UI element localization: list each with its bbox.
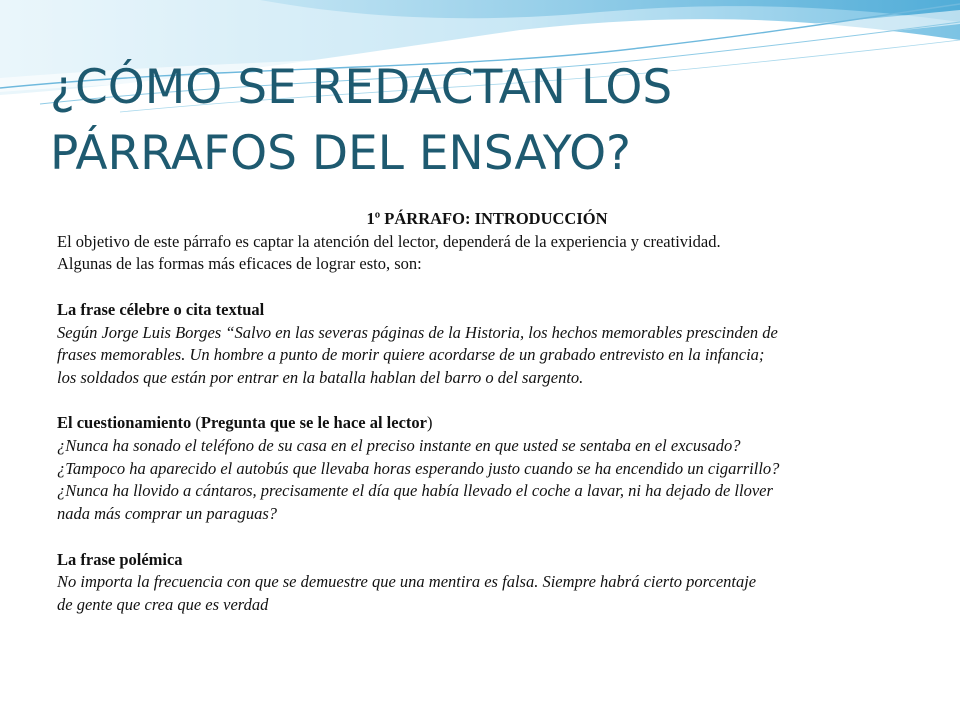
spacer [57,276,917,299]
polemica-line-2: de gente que crea que es verdad [57,594,269,614]
heading-bold-part-2: Pregunta que se le hace al lector [200,413,427,433]
intro-line-2: Algunas de las formas más eficaces de lograr esto, son: [57,254,422,274]
cita-line-3: los soldados que están por entrar en la batalla hablan del barro o del sargento. [57,367,584,387]
section-heading-polemica: La frase polémica [57,549,183,569]
heading-close-paren: ) [426,413,433,433]
cita-line-2: frases memorables. Un hombre a punto de morir quiere acordarse de un grabado entrevisto en la infancia; [57,345,765,365]
section-subtitle: 1º PÁRRAFO: INTRODUCCIÓN [366,209,608,228]
pregunta-line-2: ¿Tampoco ha aparecido el autobús que llevaba horas esperando justo cuando se ha encendido un cigarrillo? [57,458,780,478]
slide-body [57,208,917,617]
section-heading-cuestionamiento [57,412,917,435]
section-heading-cita: La frase célebre o cita textual [57,299,265,319]
pregunta-line-3: ¿Nunca ha llovido a cántaros, precisamente el día que había llevado el coche a lavar, ni ha dejado de llover [57,481,773,501]
slide-title [50,55,910,187]
intro-line-1: El objetivo de este párrafo es captar la atención del lector, dependerá de la experiencia y creatividad. [57,231,721,251]
spacer [57,390,917,413]
cita-line-1: Según Jorge Luis Borges “Salvo en las severas páginas de la Historia, los hechos memorables prescinden de [57,322,778,342]
spacer [57,526,917,549]
pregunta-line-4: nada más comprar un paraguas? [57,504,278,524]
heading-bold-part: El cuestionamiento [57,413,192,433]
heading-open-paren: ( [191,413,201,433]
slide-title-line-2: PÁRRAFOS DEL ENSAYO? [50,126,632,181]
pregunta-line-1: ¿Nunca ha sonado el teléfono de su casa en el preciso instante en que usted se sentaba en el excusado? [57,436,741,455]
slide-title-line-1: ¿CÓMO SE REDACTAN LOS [50,60,673,115]
polemica-line-1: No importa la frecuencia con que se demuestre que una mentira es falsa. Siempre habrá cierto porcentaje [57,572,757,592]
